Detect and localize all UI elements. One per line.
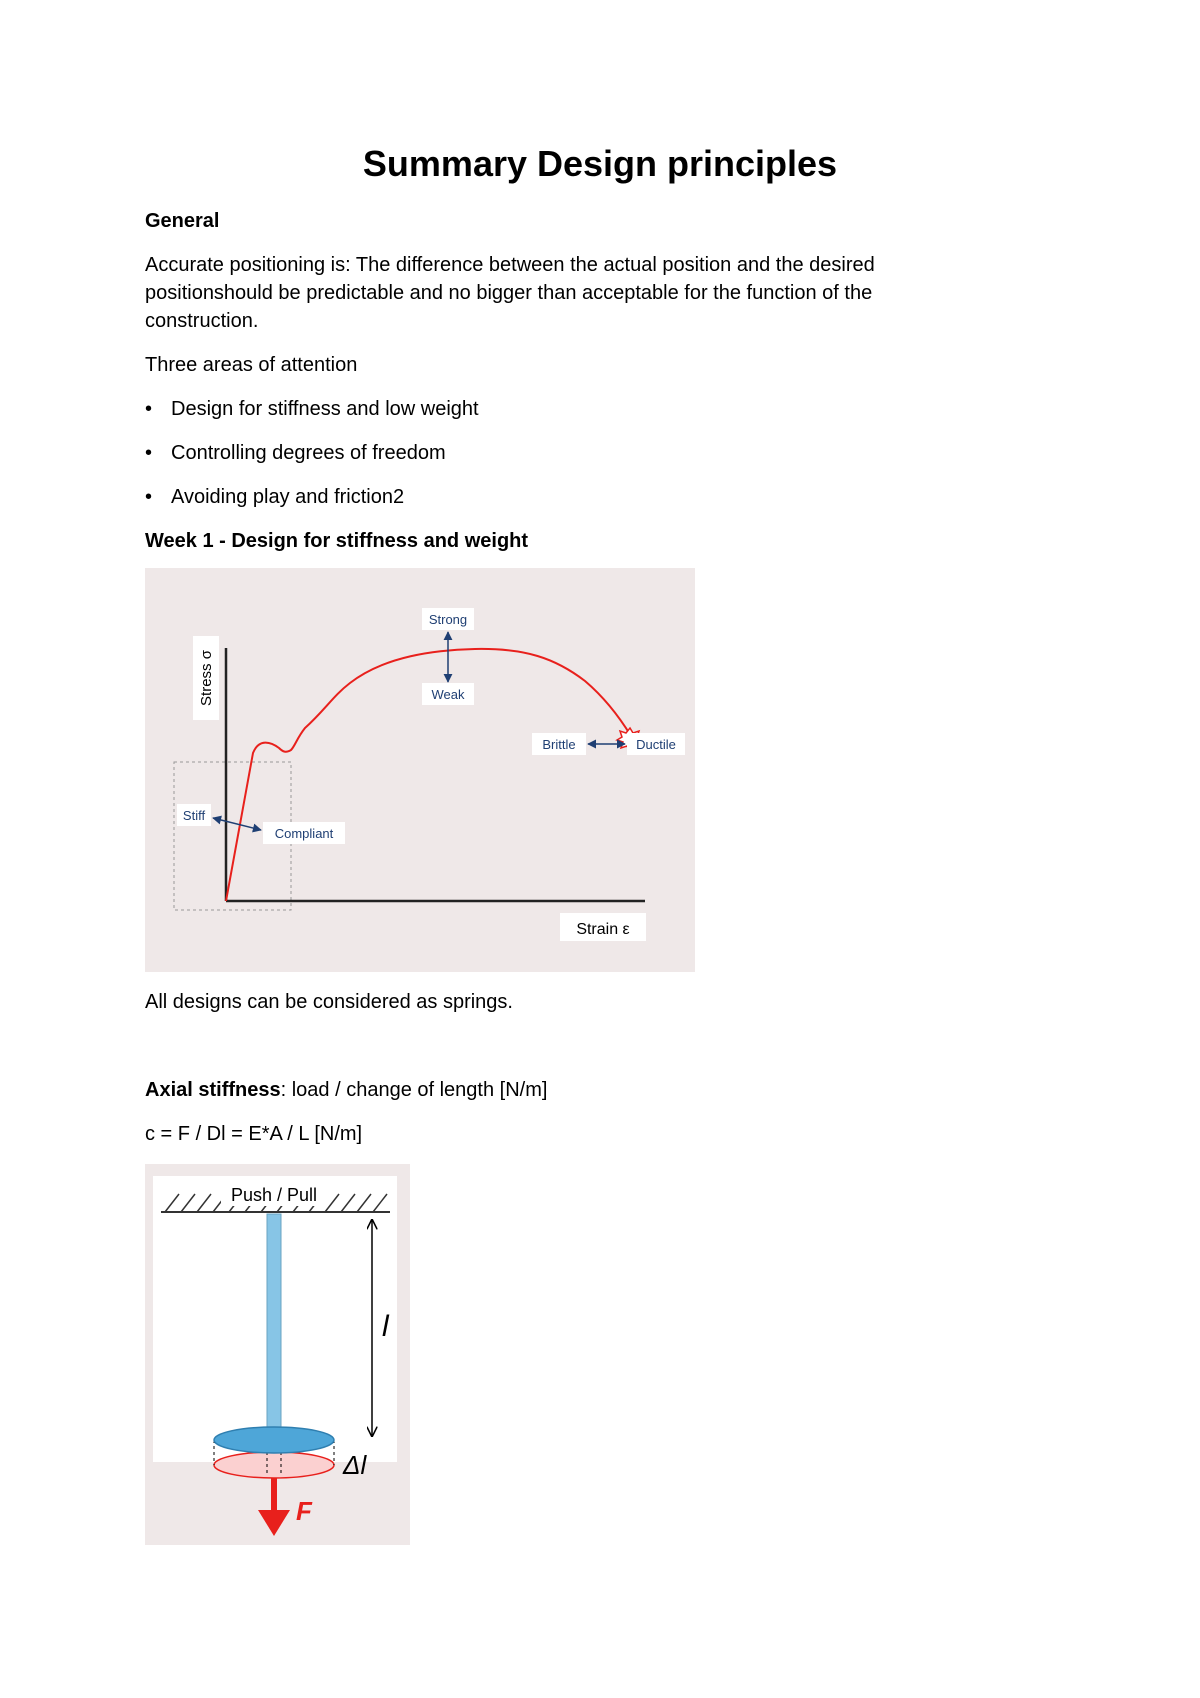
stress-strain-figure (145, 568, 695, 972)
axial-stiffness-term: Axial stiffness (145, 1079, 281, 1101)
compliant-label: Compliant (274, 826, 334, 841)
displaced-disk (214, 1452, 334, 1478)
bullet-symbol: • (145, 398, 153, 420)
brittle-label: Brittle (542, 737, 576, 752)
definition-line-3: construction. (145, 310, 259, 332)
rod (267, 1214, 281, 1436)
list-item-text: Design for stiffness and low weight (171, 398, 479, 420)
weak-label: Weak (431, 687, 465, 702)
bullet-symbol: • (145, 486, 153, 508)
list-item-text: Avoiding play and friction2 (171, 486, 405, 508)
definition-line-1: Accurate positioning is: The difference between the actual position and the desired (145, 254, 875, 276)
axial-rod-figure (145, 1164, 410, 1545)
springs-note: All designs can be considered as springs. (145, 991, 513, 1013)
page-title: Summary Design principles (362, 143, 838, 184)
ductile-label: Ductile (636, 737, 676, 752)
areas-intro: Three areas of attention (145, 354, 358, 376)
push-pull-label: Push / Pull (230, 1185, 318, 1205)
list-item-text: Controlling degrees of freedom (171, 442, 446, 464)
delta-length-label: Δl (343, 1450, 367, 1480)
strong-label: Strong (428, 612, 468, 627)
section-heading-general: General (145, 210, 220, 232)
axial-stiffness-definition: : load / change of length [N/m] (280, 1079, 548, 1101)
y-axis-label: Stress σ (198, 650, 215, 706)
section-heading-week1: Week 1 - Design for stiffness and weight (145, 530, 529, 552)
axial-stiffness-formula: c = F / Dl = E*A / L [N/m] (145, 1123, 363, 1145)
end-disk (214, 1427, 334, 1453)
force-label: F (296, 1496, 312, 1526)
stiff-label: Stiff (182, 808, 206, 823)
length-label: l (382, 1310, 389, 1343)
figure-background (145, 568, 695, 972)
bullet-symbol: • (145, 442, 153, 464)
x-axis-label: Strain ε (576, 921, 630, 938)
definition-line-2: positionshould be predictable and no bigger than acceptable for the function of the (145, 282, 873, 304)
axial-stiffness-line (145, 1076, 547, 1104)
